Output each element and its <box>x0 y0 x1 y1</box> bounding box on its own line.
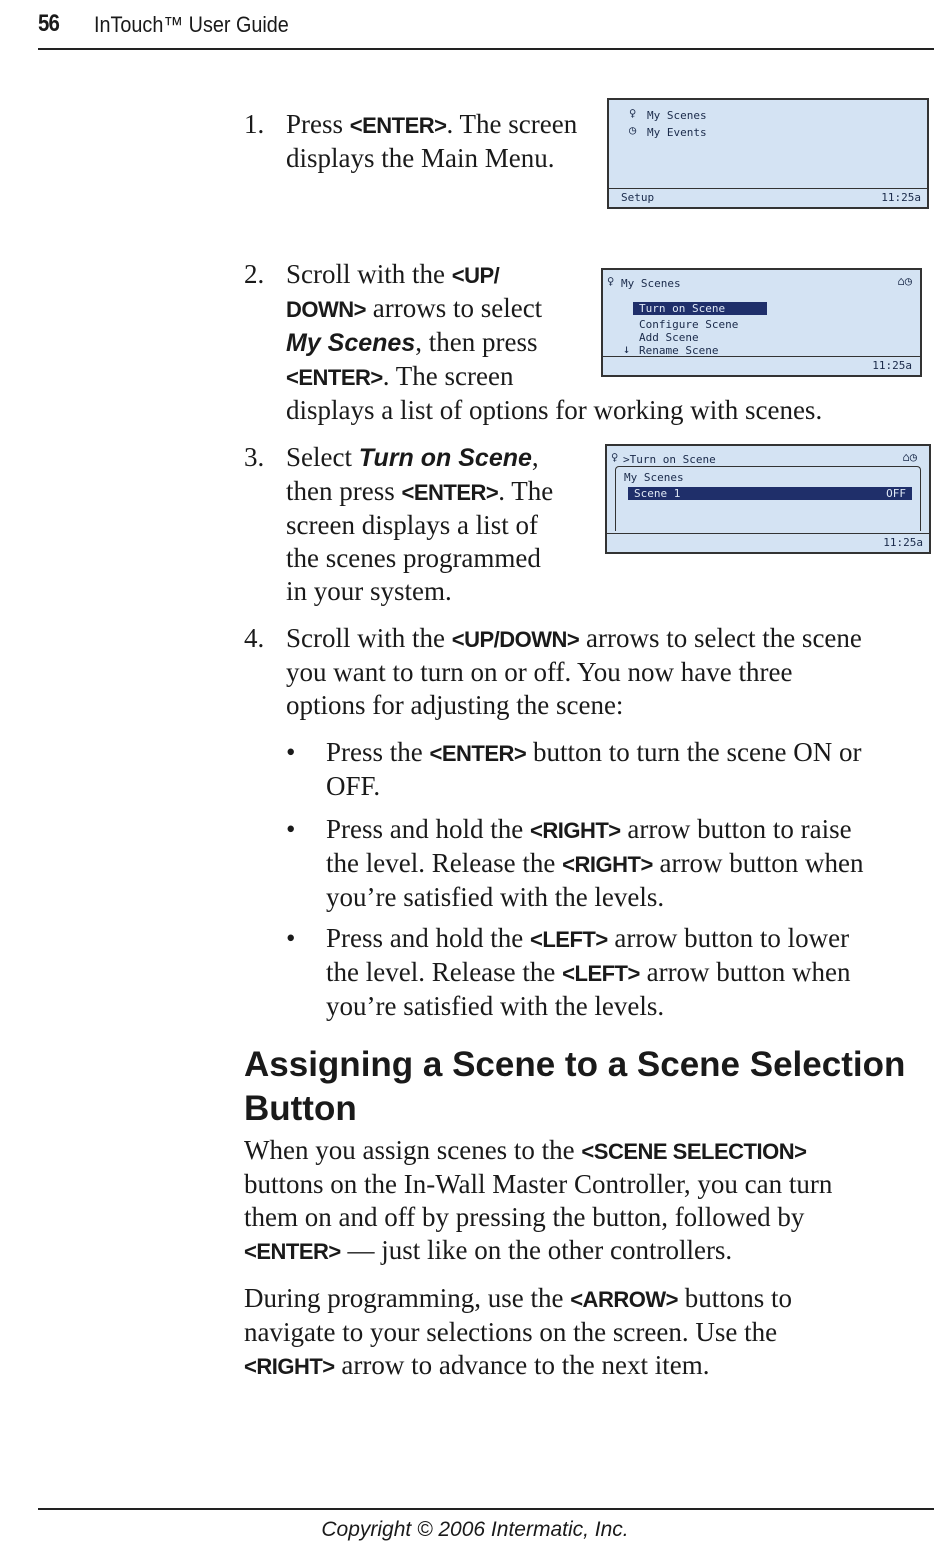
bullet-line: the level. Release the <RIGHT> arrow button when <box>326 848 864 878</box>
bullet-line: you’re satisfied with the levels. <box>326 882 665 912</box>
scene-state: OFF <box>886 487 906 500</box>
key-label: <ENTER> <box>349 113 447 138</box>
lcd-tab-label: My Scenes <box>624 471 684 484</box>
step-line: options for adjusting the scene: <box>286 690 624 720</box>
step-line: in your system. <box>286 576 452 606</box>
paragraph-line: buttons on the In-Wall Master Controller, you can turn <box>244 1169 833 1199</box>
step-line: displays a list of options for working with scenes. <box>286 395 823 425</box>
menu-item-my-events: My Events <box>647 126 707 139</box>
paragraph <box>244 1282 934 1383</box>
key-label: <RIGHT> <box>244 1354 335 1379</box>
key-label: <UP/DOWN> <box>451 627 580 652</box>
guide-title: InTouch™ User Guide <box>94 12 289 37</box>
paragraph-line: During programming, use the <ARROW> buttons to <box>244 1283 792 1313</box>
bullet-dot: • <box>286 814 296 844</box>
copyright-notice: Copyright © 2006 Intermatic, Inc. <box>321 1518 629 1541</box>
lcd-title: >Turn on Scene <box>623 453 716 466</box>
menu-item-my-scenes: My Scenes <box>647 109 707 122</box>
step-line: Scroll with the <UP/DOWN> arrows to select the scene <box>286 623 862 653</box>
step-number: 2. <box>244 259 265 289</box>
bullet-dot: • <box>286 737 296 767</box>
home-clock-icon: ⌂◷ <box>902 450 917 464</box>
key-label: <LEFT> <box>529 927 608 952</box>
step-number: 1. <box>244 109 265 139</box>
footer-rule <box>38 1508 934 1510</box>
scene-name: Scene 1 <box>634 487 681 500</box>
step-line: DOWN> arrows to select <box>286 293 543 323</box>
key-label: <ARROW> <box>570 1287 678 1312</box>
page-header <box>38 8 934 50</box>
paragraph-line: <RIGHT> arrow to advance to the next item. <box>244 1350 710 1380</box>
lcd-footer <box>603 356 920 375</box>
clock-icon: ◷ <box>629 123 637 137</box>
step-line: Press <ENTER>. The screen <box>286 109 578 139</box>
lcd-clock: 11:25a <box>872 359 912 372</box>
key-label: <RIGHT> <box>529 818 621 843</box>
down-arrow-icon: ↓ <box>623 342 631 356</box>
paragraph <box>244 1134 934 1268</box>
bullet-line: Press and hold the <RIGHT> arrow button to raise <box>326 814 852 844</box>
lcd-clock: 11:25a <box>881 191 921 204</box>
key-label: <UP/ <box>451 263 500 288</box>
bulb-icon: ♀ <box>611 450 619 464</box>
lcd-title: My Scenes <box>621 277 681 290</box>
lcd-my-scenes <box>601 268 922 377</box>
key-label: <ENTER> <box>286 365 383 390</box>
paragraph-line: When you assign scenes to the <SCENE SELECTION> <box>244 1135 807 1165</box>
paragraph-line: them on and off by pressing the button, followed by <box>244 1202 805 1232</box>
section-heading: Assigning a Scene to a Scene Selection Button <box>244 1045 906 1128</box>
key-label: <LEFT> <box>562 961 640 986</box>
bullet-dot: • <box>286 923 296 953</box>
page-number: 56 <box>38 10 59 37</box>
lcd-item: Configure Scene <box>639 318 739 331</box>
menu-reference: My Scenes <box>286 329 416 357</box>
step-number: 4. <box>244 623 265 653</box>
lcd-turn-on-scene <box>605 444 931 554</box>
lcd-selected-scene <box>628 487 912 500</box>
step-line: <ENTER>. The screen <box>286 361 514 391</box>
lcd-footer <box>609 188 927 207</box>
step-number: 3. <box>244 442 265 472</box>
key-label: <RIGHT> <box>562 852 653 877</box>
key-label: DOWN> <box>286 297 366 322</box>
lcd-item: Add Scene <box>639 331 699 344</box>
key-label: <SCENE SELECTION> <box>581 1139 807 1164</box>
bullet-line: Press and hold the <LEFT> arrow button to lower <box>326 923 850 953</box>
lcd-clock: 11:25a <box>883 536 923 549</box>
step-line: the scenes programmed <box>286 543 541 573</box>
lcd-footer <box>607 533 929 552</box>
step-line: then press <ENTER>. The <box>286 476 554 506</box>
bulb-icon: ♀ <box>629 106 637 120</box>
key-label: <ENTER> <box>244 1239 341 1264</box>
key-label: <ENTER> <box>401 480 499 505</box>
bullet-line: OFF. <box>326 771 381 801</box>
step-line: you want to turn on or off. You now have three <box>286 657 793 687</box>
menu-reference: Turn on Scene <box>358 444 532 472</box>
step-line: screen displays a list of <box>286 510 538 540</box>
lcd-setup-label: Setup <box>621 191 655 204</box>
lcd-main-menu <box>607 98 929 209</box>
home-clock-icon: ⌂◷ <box>897 274 912 288</box>
bullet-line: Press the <ENTER> button to turn the scene ON or <box>326 737 862 767</box>
lcd-selected-item: Turn on Scene <box>633 302 767 315</box>
step-line: Scroll with the <UP/ <box>286 259 500 289</box>
paragraph-line: <ENTER> — just like on the other controllers. <box>244 1235 733 1265</box>
scene-tab-panel <box>615 466 921 531</box>
bulb-icon: ♀ <box>607 274 615 288</box>
step-line: displays the Main Menu. <box>286 143 555 173</box>
step-line: Select Turn on Scene, <box>286 442 539 472</box>
lcd-item: Rename Scene <box>639 344 719 357</box>
bullet-line: you’re satisfied with the levels. <box>326 991 665 1021</box>
bullet-line: the level. Release the <LEFT> arrow button when <box>326 957 851 987</box>
key-label: <ENTER> <box>429 741 527 766</box>
step-line: My Scenes, then press <box>286 327 538 357</box>
paragraph-line: navigate to your selections on the screen. Use the <box>244 1317 778 1347</box>
